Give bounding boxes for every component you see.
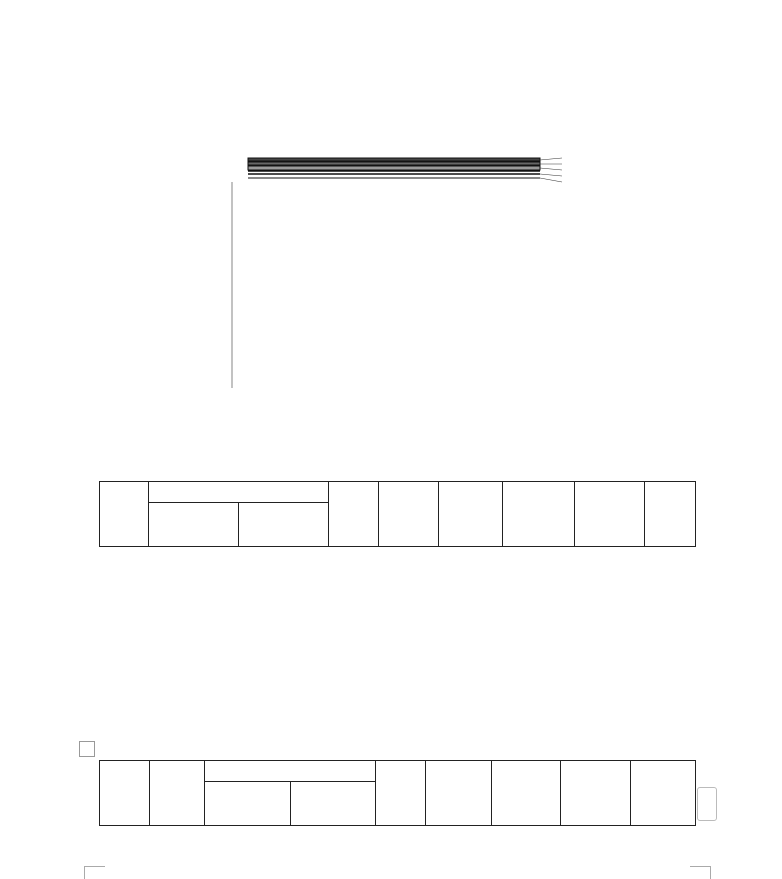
add-column-button[interactable] (697, 787, 717, 821)
th-spacing (149, 482, 329, 503)
th2-main (426, 761, 492, 826)
th-secondary (439, 482, 503, 547)
th-thickness (100, 482, 149, 547)
th2-step (376, 761, 426, 826)
th2-spacing (205, 761, 376, 782)
page-corner-mark-right (690, 866, 711, 879)
page-corner-mark-left (84, 866, 105, 879)
th-l1 (149, 503, 239, 547)
th2-height (631, 761, 696, 826)
th2-l2 (291, 782, 376, 826)
th2-scissor (561, 761, 631, 826)
th2-thickness (150, 761, 205, 826)
th-l2 (239, 503, 329, 547)
th-scissor (503, 482, 575, 547)
th-height (575, 482, 645, 547)
th2-secondary (492, 761, 561, 826)
th2-l1 (205, 782, 291, 826)
th2-position (100, 761, 150, 826)
support-diagram (212, 152, 568, 438)
slab-layers (248, 158, 540, 178)
underground-params-table (99, 481, 696, 547)
th-main (379, 482, 439, 547)
table-move-handle[interactable] (79, 741, 95, 757)
th-step (329, 482, 379, 547)
aboveground-params-table (99, 760, 696, 826)
top-callouts (540, 158, 562, 182)
th-remark (645, 482, 696, 547)
